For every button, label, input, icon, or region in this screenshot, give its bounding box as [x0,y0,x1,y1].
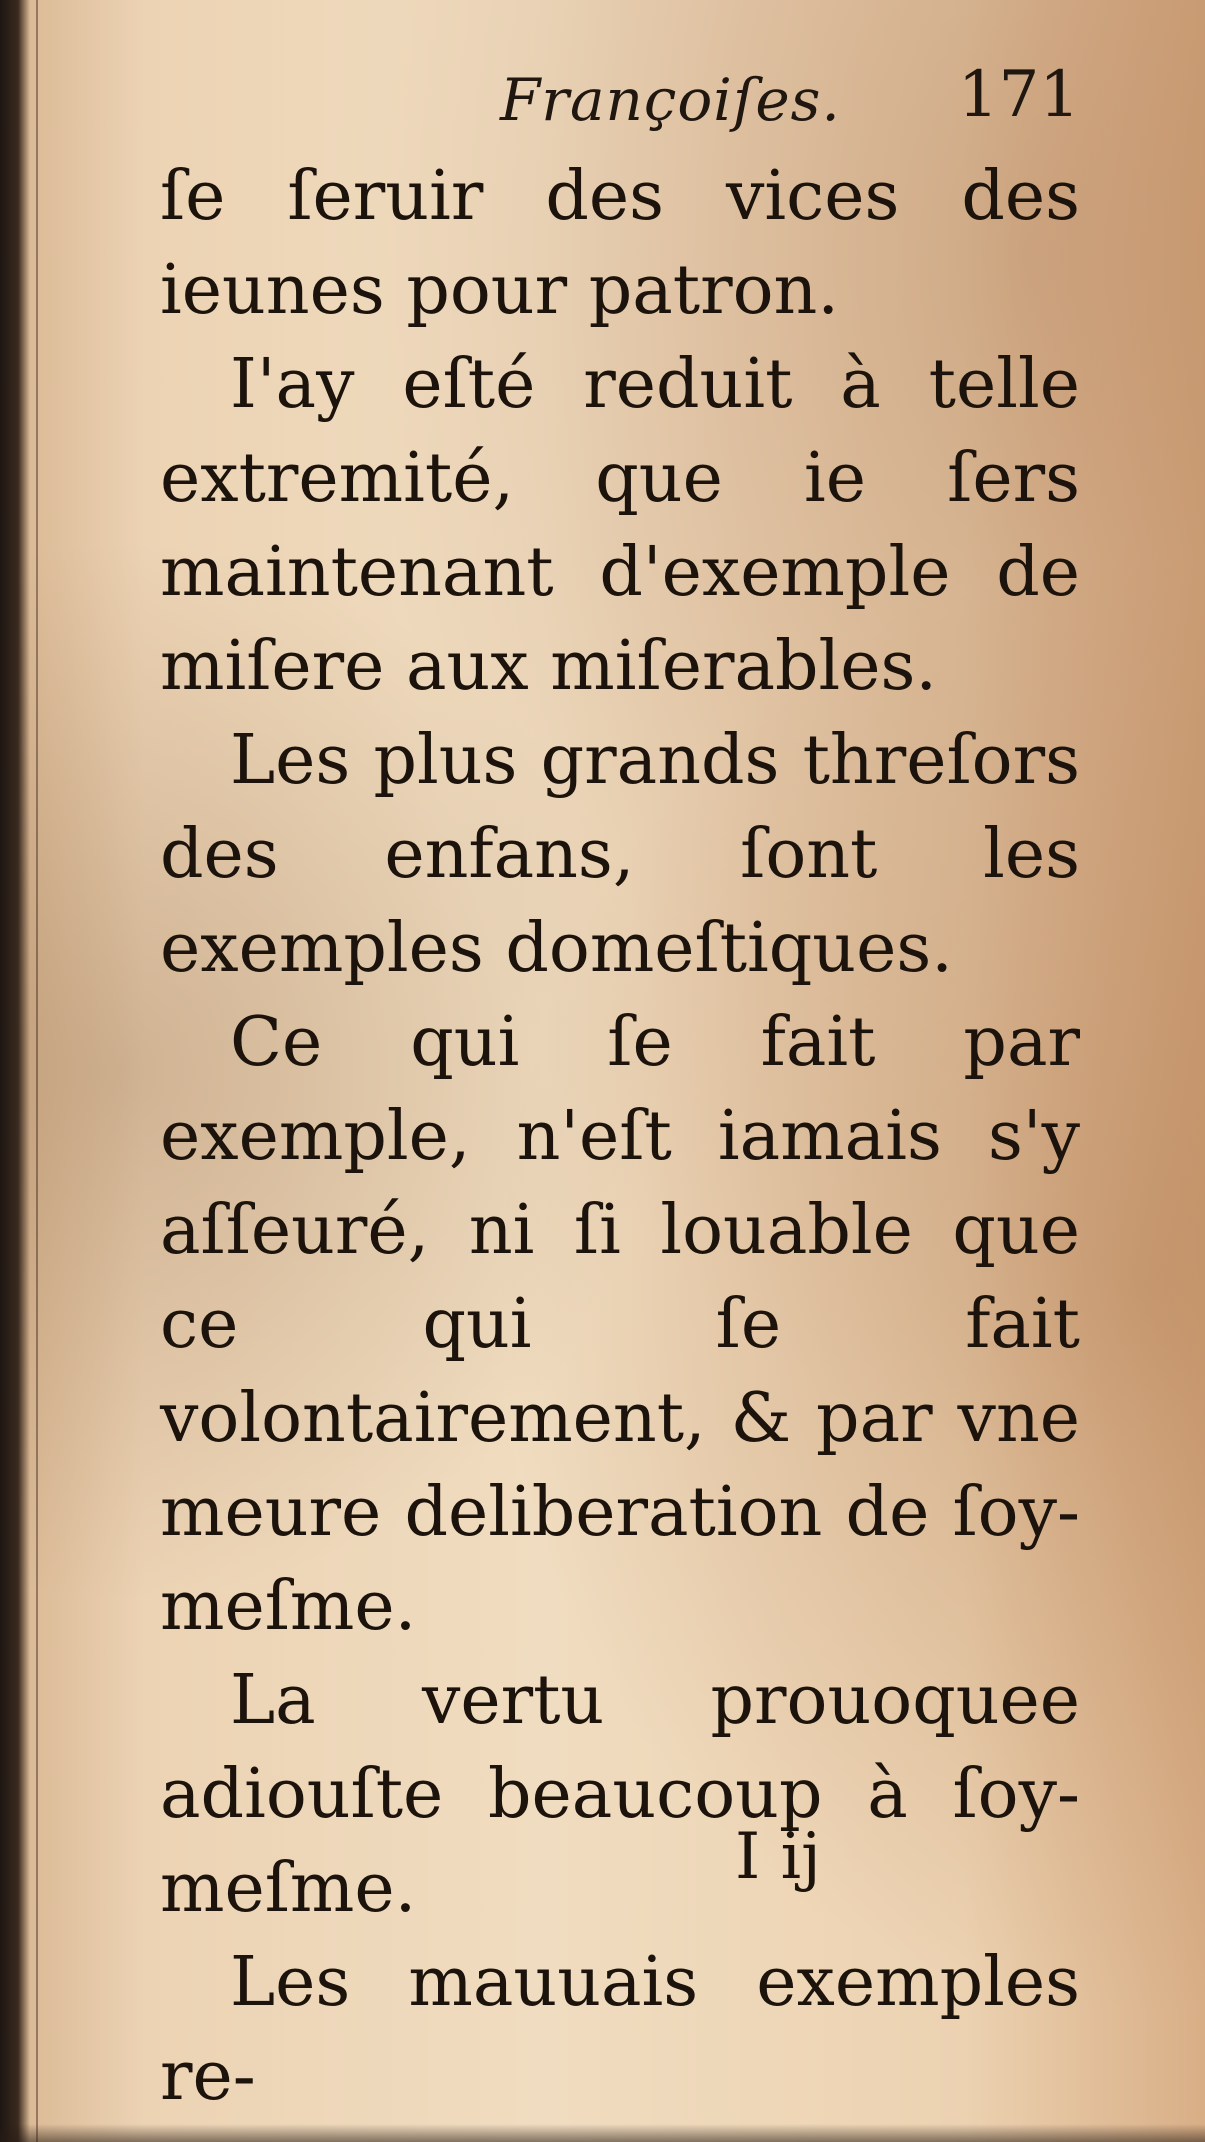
paragraph: I'ay eſté reduit à telle extremité, que ie ſers maintenant d'exemple de miſere aux miſerables. [160,345,1080,706]
page-number: 171 [957,58,1080,132]
running-title: Françoiſes. [500,66,841,134]
page-bottom-edge [0,2124,1205,2142]
paragraph: Les mauuais exemples re- [160,1943,1080,2116]
paragraph: ſe ſeruir des vices des ieunes pour patron. [160,157,1080,330]
binding-edge [0,0,30,2142]
body-text [160,150,1080,2124]
paragraph: La vertu prouoquee adiouſte beaucoup à ſoy-meſme. [160,1661,1080,1928]
paragraph: Les plus grands threſors des enfans, ſont les exemples domeſtiques. [160,721,1080,988]
signature-mark: I ij [735,1820,821,1894]
page-fold-line [36,0,38,2142]
running-head [160,58,1100,148]
paragraph: Ce qui ſe fait par exemple, n'eſt iamais s'y aſſeuré, ni ſi louable que ce qui ſe fait volontairement, & par vne meure deliberation de ſoy-meſme. [160,1003,1080,1646]
